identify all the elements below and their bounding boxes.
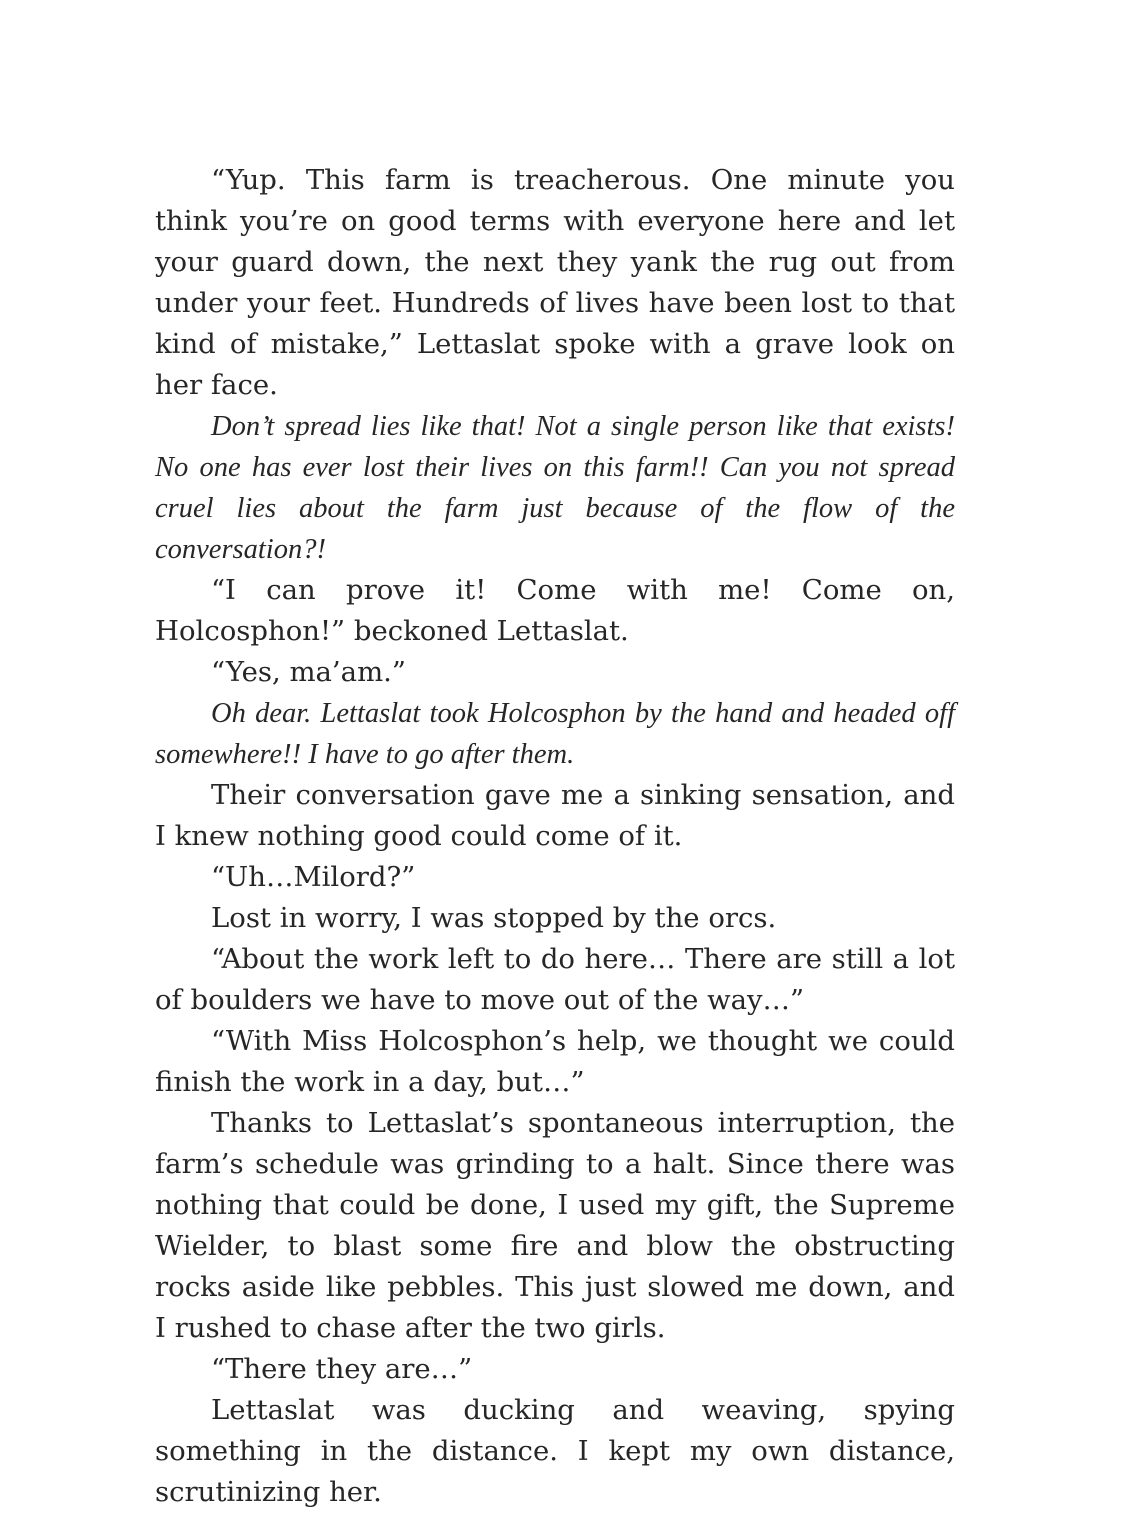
paragraph-7: “Uh…Milord?” [211, 861, 416, 893]
paragraph-4: “Yes, ma’am.” [211, 656, 406, 688]
paragraph-13: Lettaslat was ducking and weaving, spying something in the distance. I kept my own distance, scrutinizing her. [155, 1394, 955, 1508]
body-text [155, 160, 955, 1513]
paragraph-6: Their conversation gave me a sinking sensation, and I knew nothing good could come of it. [155, 779, 955, 852]
paragraph-8: Lost in worry, I was stopped by the orcs. [211, 902, 777, 934]
paragraph-10: “With Miss Holcosphon’s help, we thought we could finish the work in a day, but…” [155, 1025, 955, 1098]
paragraph-11: Thanks to Lettaslat’s spontaneous interruption, the farm’s schedule was grinding to a halt. Since there was nothing that could be done, I used my gift, the Supreme Wielder, to blast some fire and blow the obstructing rocks aside like pebbles. This just slowed me down, and I rushed to chase after the two girls. [155, 1107, 955, 1344]
paragraph-2-italic: Don’t spread lies like that! Not a single person like that exists! No one has ever lost their lives on this farm!! Can you not spread cruel lies about the farm just because of the flow of the conversation?! [155, 411, 955, 565]
paragraph-9: “About the work left to do here… There are still a lot of boulders we have to move out of the way…” [155, 943, 955, 1016]
paragraph-1: “Yup. This farm is treacherous. One minute you think you’re on good terms with everyone here and let your guard down, the next they yank the rug out from under your feet. Hundreds of lives have been lost to that kind of mistake,” Lettaslat spoke with a grave look on her face. [155, 164, 955, 401]
paragraph-12: “There they are…” [211, 1353, 473, 1385]
paragraph-3: “I can prove it! Come with me! Come on, Holcosphon!” beckoned Lettaslat. [155, 574, 955, 647]
paragraph-5-italic: Oh dear. Lettaslat took Holcosphon by the hand and headed off somewhere!! I have to go after them. [155, 698, 955, 770]
